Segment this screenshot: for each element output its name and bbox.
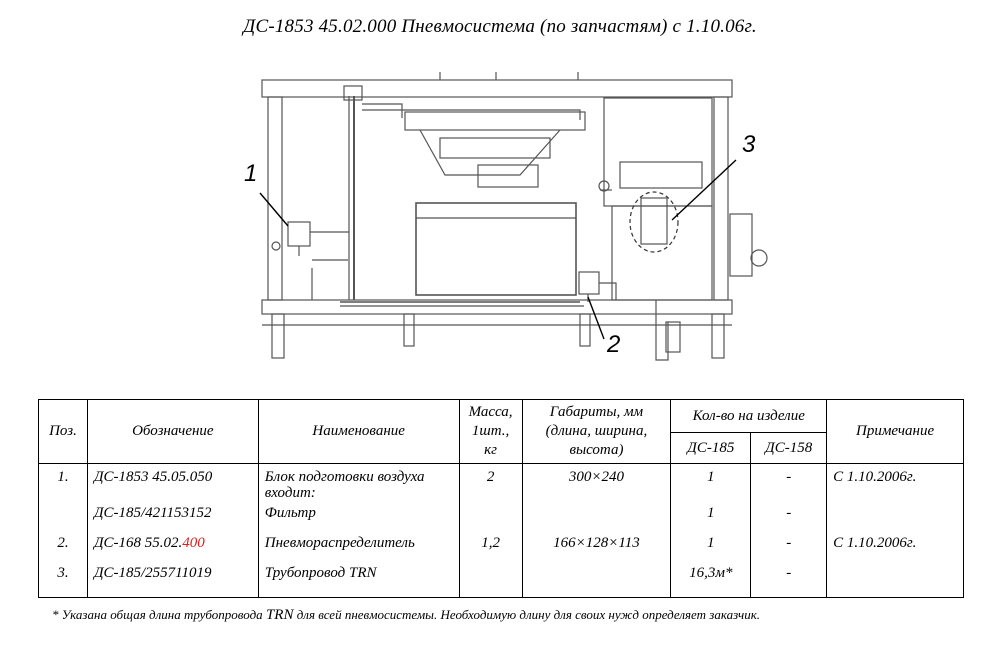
cell-qty-ds185: 1 (671, 533, 751, 563)
footnote (52, 607, 760, 624)
callout-label-1: 1 (244, 160, 258, 187)
cell-dims: 166×128×113 (522, 533, 671, 563)
header-dims-line2: (длина, ширина, (545, 423, 648, 439)
header-row (39, 400, 964, 433)
cell-qty-ds158: - (751, 503, 827, 533)
cell-pos (39, 503, 88, 533)
cell-name: Трубопровод TRN (258, 563, 459, 598)
cell-name: Пневмораспределитель (258, 533, 459, 563)
cell-designation: ДС-185/421153152 (87, 503, 258, 533)
cell-dims: 300×240 (522, 464, 671, 504)
cell-note: С 1.10.2006г. (827, 533, 964, 563)
cell-note (827, 563, 964, 598)
header-qty-ds158: ДС-158 (751, 433, 827, 464)
header-mass (459, 400, 522, 464)
header-mass-line3: кг (484, 442, 498, 458)
cell-note (827, 503, 964, 533)
header-dims-line1: Габариты, мм (549, 404, 644, 420)
header-dims-line3: высота) (569, 442, 624, 458)
cell-pos: 2. (39, 533, 88, 563)
cell-qty-ds185: 1 (671, 464, 751, 504)
table-row (39, 563, 964, 598)
cell-qty-ds185: 16,3м* (671, 563, 751, 598)
cell-pos: 3. (39, 563, 88, 598)
footnote-part2: для всей пневмосистемы. Необходимую длину для своих нужд определяет заказчик. (293, 607, 761, 622)
cell-mass: 2 (459, 464, 522, 504)
cell-designation: ДС-1853 45.05.050 (87, 464, 258, 504)
designation-base: ДС-168 55.02. (93, 535, 183, 551)
cell-designation (87, 533, 258, 563)
header-mass-line1: Масса, (468, 404, 513, 420)
cell-dims (522, 563, 671, 598)
parts-table (38, 399, 964, 598)
cell-pos: 1. (39, 464, 88, 504)
header-qty: Кол-во на изделие (671, 400, 827, 433)
pneumatic-system-drawing (0, 60, 1000, 380)
cell-mass: 1,2 (459, 533, 522, 563)
header-dims (522, 400, 671, 464)
cell-qty-ds185: 1 (671, 503, 751, 533)
callout-label-2: 2 (607, 331, 621, 358)
cell-dims (522, 503, 671, 533)
designation-red-suffix: 400 (182, 535, 205, 551)
cell-note: С 1.10.2006г. (827, 464, 964, 504)
header-designation: Обозначение (87, 400, 258, 464)
header-pos: Поз. (39, 400, 88, 464)
cell-name: Блок подготовки воздуха входит: (258, 464, 459, 504)
cell-qty-ds158: - (751, 563, 827, 598)
header-mass-line2: 1шт., (471, 423, 510, 439)
cell-qty-ds158: - (751, 533, 827, 563)
cell-qty-ds158: - (751, 464, 827, 504)
table-row (39, 464, 964, 504)
cell-mass (459, 563, 522, 598)
cell-designation: ДС-185/255711019 (87, 563, 258, 598)
footnote-trn: TRN (265, 607, 294, 623)
table-row (39, 503, 964, 533)
header-qty-ds185: ДС-185 (671, 433, 751, 464)
table-row (39, 533, 964, 563)
cell-name: Фильтр (258, 503, 459, 533)
callout-label-3: 3 (742, 131, 756, 158)
header-note: Примечание (827, 400, 964, 464)
page-title: ДС-1853 45.02.000 Пневмосистема (по запчастям) с 1.10.06г. (243, 16, 757, 37)
header-name: Наименование (258, 400, 459, 464)
cell-mass (459, 503, 522, 533)
footnote-part1: * Указана общая длина трубопровода (52, 607, 266, 622)
